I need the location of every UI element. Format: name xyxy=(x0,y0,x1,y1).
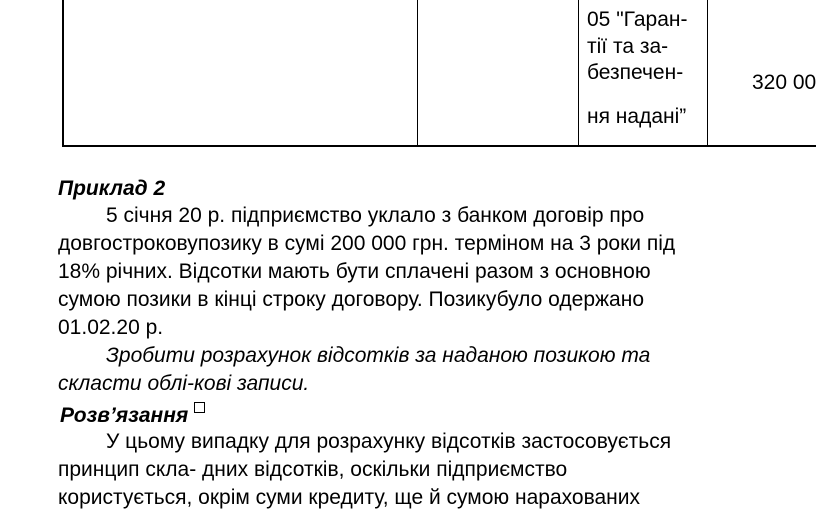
table-column-divider xyxy=(578,0,579,145)
account-cell-line: тії та за- xyxy=(587,35,669,58)
task-line: Зробити розрахунок відсотків за наданою позикою та xyxy=(106,344,651,367)
solution-line: У цьому випадку для розрахунку відсотків застосовується xyxy=(106,430,672,453)
account-cell-line: безпечен- xyxy=(587,61,684,84)
solution-title-text: Розв’язання xyxy=(60,404,189,427)
amount-cell: 320 00 xyxy=(752,71,816,94)
condition-line: довгостроковупозику в сумі 200 000 грн. терміном на 3 роки під xyxy=(58,232,676,255)
table-column-divider xyxy=(707,0,708,145)
account-cell-line: 05 "Гаран- xyxy=(587,8,688,31)
example-title: Приклад 2 xyxy=(58,177,166,200)
solution-title xyxy=(60,402,205,428)
condition-line: 01.02.20 р. xyxy=(58,316,164,339)
account-cell-line: ня надані” xyxy=(587,105,687,128)
solution-line: користується, окрім суми кредиту, ще й сумою нарахованих xyxy=(58,486,641,509)
square-bullet-icon xyxy=(194,402,205,413)
solution-line: принцип скла- дних відсотків, оскільки підприємство xyxy=(58,458,568,481)
table-column-divider xyxy=(417,0,418,145)
task-line: скласти облі-кові записи. xyxy=(58,372,310,395)
condition-line: 18% річних. Відсотки мають бути сплачені разом з основною xyxy=(58,260,651,283)
condition-line: 5 січня 20 р. підприємство уклало з банком договір про xyxy=(106,204,645,227)
entries-table-fragment xyxy=(62,0,816,147)
condition-line: сумою позики в кінці строку договору. Позикубуло одержано xyxy=(58,288,645,311)
